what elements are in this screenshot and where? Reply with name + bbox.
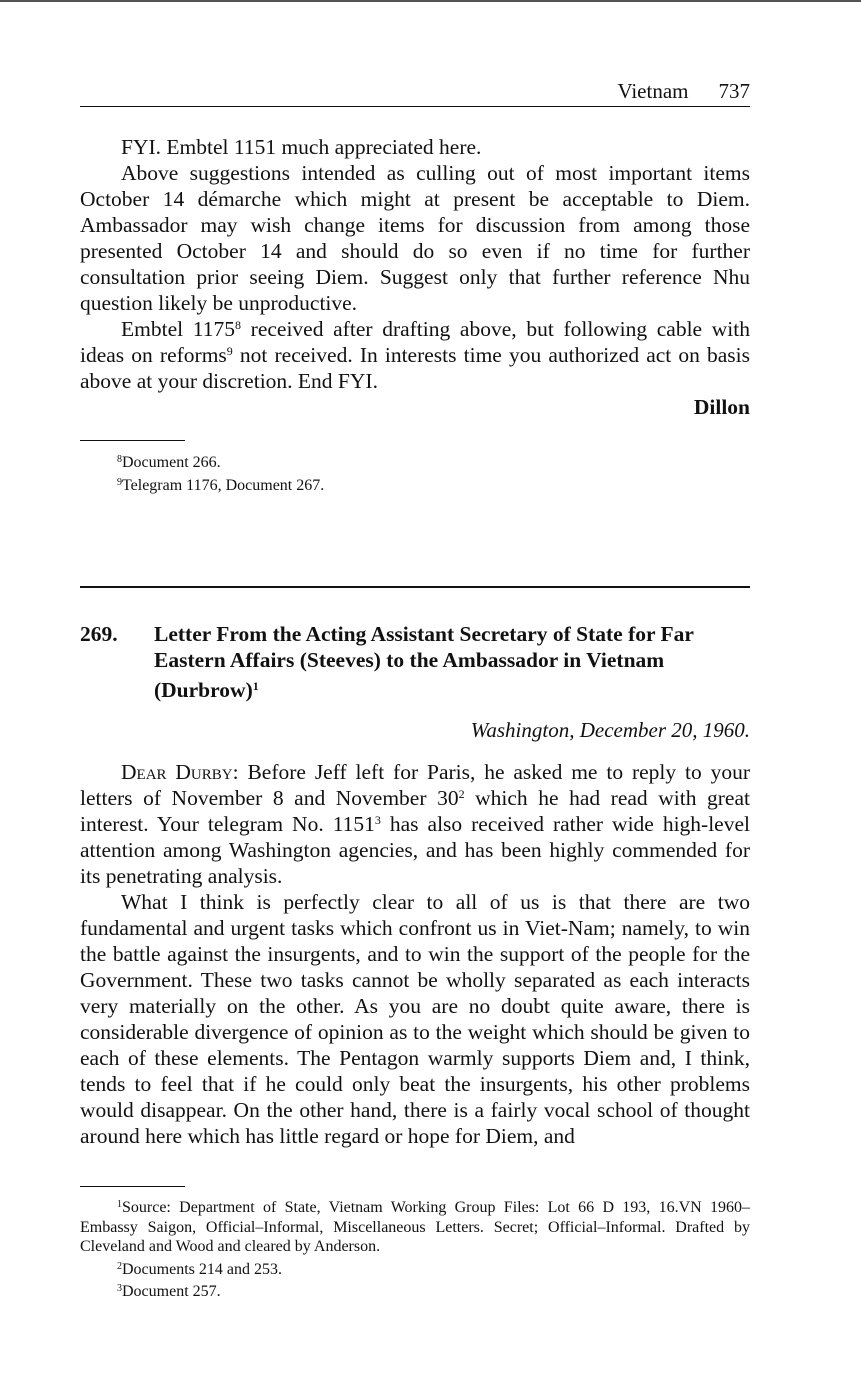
title-text: Letter From the Acting Assistant Secretary of State for Far Eastern Affairs (Steeves) to the Ambassador in Vietnam (Durbrow) bbox=[154, 622, 694, 702]
letter-text bbox=[80, 759, 750, 1149]
footnote-mark: 8 bbox=[117, 454, 122, 465]
telegram-text bbox=[80, 134, 750, 420]
document-number: 269. bbox=[80, 622, 118, 646]
footnote-ref: 8 bbox=[234, 318, 241, 332]
footnote-mark: 9 bbox=[117, 476, 122, 488]
dateline: Washington, December 20, 1960. bbox=[470, 718, 750, 742]
footnote-mark: 1 bbox=[117, 1199, 122, 1210]
footnote-mark: 2 bbox=[117, 1260, 122, 1272]
footnote bbox=[80, 1257, 750, 1280]
footnote-rule bbox=[80, 1186, 185, 1187]
footnote-text: Document 266. bbox=[122, 454, 221, 471]
footnote-mark: 3 bbox=[117, 1283, 122, 1294]
running-head bbox=[80, 78, 750, 104]
text-run: Before Jeff left for Paris, he asked me to reply to your letters of November 8 and November 30 bbox=[80, 760, 750, 810]
footnote-ref: 2 bbox=[458, 787, 465, 801]
footnote-rule bbox=[80, 440, 185, 441]
upper-footnotes bbox=[80, 450, 750, 495]
footnote-text: Document 257. bbox=[122, 1283, 221, 1300]
page-top-edge bbox=[0, 0, 861, 2]
footnote-text: Source: Department of State, Vietnam Working Group Files: Lot 66 D 193, 16.VN 1960–Embassy Saigon, Official–Informal, Miscellaneous Letters. Secret; Official–Informal. Drafted by Cleveland and Wood and cleared by Anderson. bbox=[80, 1199, 750, 1255]
paragraph bbox=[80, 759, 750, 889]
text-run: which he had read with great interest. Your telegram No. 1151 bbox=[80, 786, 750, 836]
document-heading bbox=[80, 621, 750, 703]
text-run: received after drafting above, but following cable with ideas on reforms bbox=[80, 317, 750, 367]
header-rule bbox=[80, 106, 750, 107]
lower-footnotes bbox=[80, 1195, 750, 1302]
footnote-ref: 3 bbox=[374, 813, 381, 827]
paragraph: FYI. Embtel 1151 much appreciated here. bbox=[121, 135, 482, 159]
footnote-text: Documents 214 and 253. bbox=[122, 1260, 282, 1278]
paragraph: Above suggestions intended as culling out of most important items October 14 démarche which might at present be acceptable to Diem. Ambassador may wish change items for discussion from among those presented October 14 and should do so even if no time for further consultation prior seeing Diem. Suggest only that further reference Nhu question likely be unproductive. bbox=[80, 161, 750, 315]
footnote-ref: 1 bbox=[252, 679, 259, 693]
signature: Dillon bbox=[693, 395, 750, 419]
text-run: not received. In interests time you authorized act on basis above at your discretion. End FYI. bbox=[80, 343, 751, 393]
section-divider bbox=[80, 586, 750, 588]
paragraph: What I think is perfectly clear to all of us is that there are two fundamental and urgent tasks which confront us in Viet-Nam; namely, to win the battle against the insurgents, and to win the support of the people for the Government. These two tasks cannot be wholly separated as each interacts very materially on the other. As you are no doubt quite aware, there is considerable divergence of opinion as to the weight which should be given to each of these elements. The Pentagon warmly supports Diem and, I think, tends to feel that if he could only beat the insurgents, his other problems would disappear. On the other hand, there is a fairly vocal school of thought around here which has little regard or hope for Diem, and bbox=[80, 890, 750, 1148]
running-head-title: Vietnam bbox=[617, 79, 689, 103]
paragraph bbox=[80, 316, 750, 394]
page-number: 737 bbox=[718, 79, 750, 103]
salutation: Dear Durby: bbox=[121, 760, 239, 784]
footnote bbox=[80, 450, 750, 473]
footnote-text: Telegram 1176, Document 267. bbox=[122, 476, 325, 494]
footnote-ref: 9 bbox=[226, 344, 233, 358]
footnote bbox=[80, 1195, 750, 1257]
document-title bbox=[154, 621, 750, 703]
text-run: has also received rather wide high-level attention among Washington agencies, and has been highly commended for its penetrating analysis. bbox=[80, 812, 750, 888]
text-run: Embtel 1175 bbox=[121, 317, 235, 341]
footnote bbox=[80, 1279, 750, 1302]
footnote bbox=[80, 473, 750, 496]
